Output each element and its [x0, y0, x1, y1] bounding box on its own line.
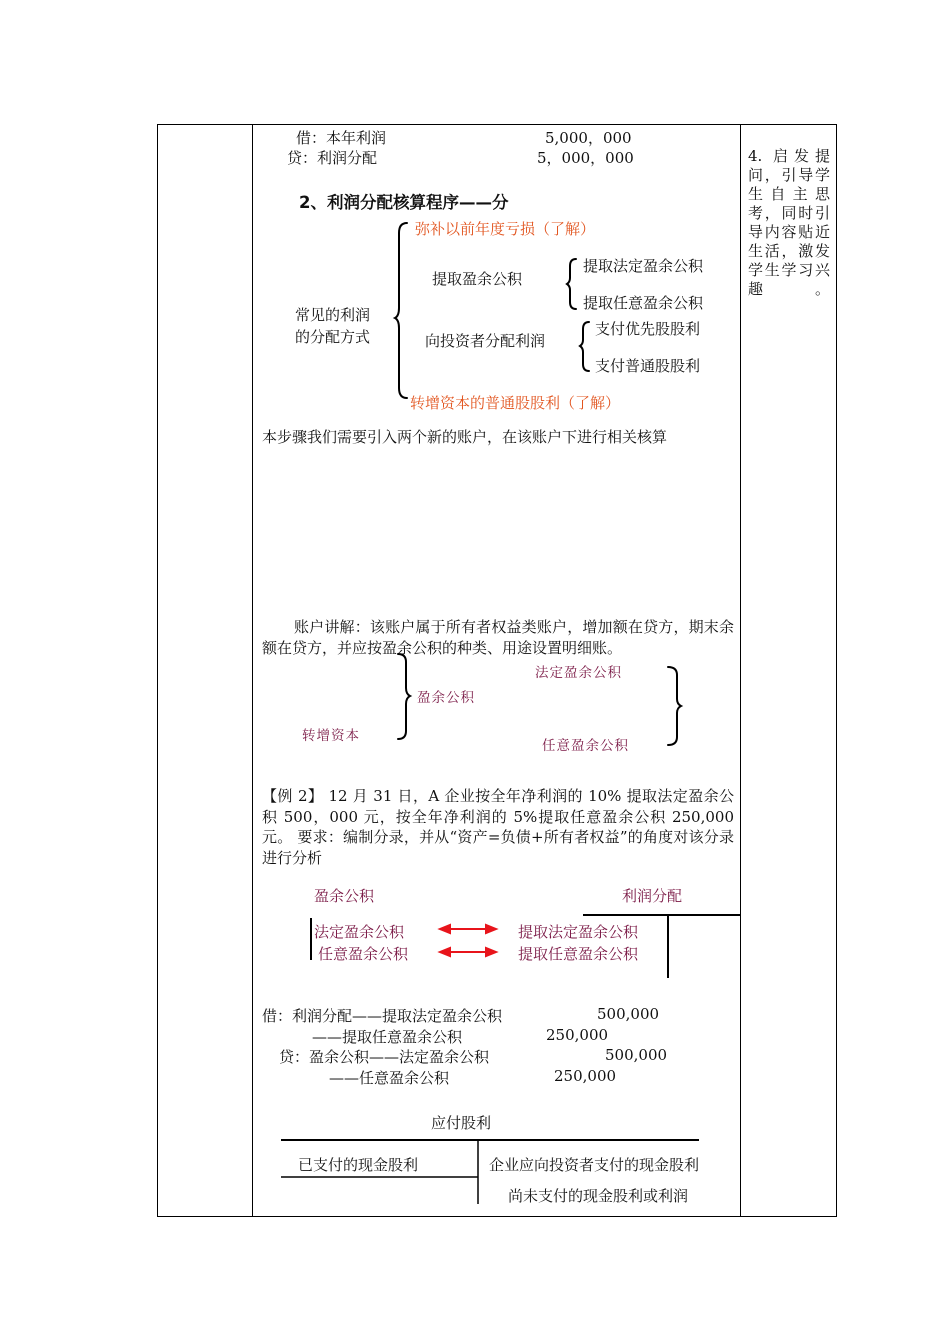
surplus-capitalize-label: 转增资本: [302, 728, 360, 744]
t-account-right-row2: 提取任意盈余公积: [518, 945, 639, 963]
tree-subitem-discretionary: 提取任意盈余公积: [583, 294, 704, 312]
entry2-line4-amount: 250,000: [554, 1067, 617, 1085]
tree-root-line2: 的分配方式: [295, 328, 371, 346]
arrow-head-2-right: [486, 948, 496, 956]
t-account-right-title: 利润分配: [622, 887, 683, 905]
entry2-line1-amount: 500,000: [597, 1005, 660, 1023]
dividends-credit-label1: 企业应向投资者支付的现金股利: [489, 1156, 700, 1174]
intro-text: 本步骤我们需要引入两个新的账户，在该账户下进行相关核算: [262, 428, 668, 446]
entry2-line3-label: 贷：盈余公积——法定盈余公积: [279, 1048, 490, 1066]
tree-item-offset-losses: 弥补以前年度亏损（了解）: [415, 220, 596, 238]
dividends-debit-label: 已支付的现金股利: [298, 1156, 419, 1174]
arrow-head-1-left: [440, 925, 450, 933]
t-account-right-row1: 提取法定盈余公积: [518, 923, 639, 941]
entry2-line1-label: 借：利润分配——提取法定盈余公积: [262, 1007, 503, 1025]
arrow-head-2-left: [440, 948, 450, 956]
tree-item-capitalize: 转增资本的普通股股利（了解）: [410, 394, 621, 412]
t-account-left-row1: 法定盈余公积: [314, 923, 405, 941]
brace-investors: [580, 322, 589, 371]
brace-main: [395, 223, 407, 398]
section2-heading: 2、利润分配核算程序——分: [299, 193, 509, 212]
t-account-left-title: 盈余公积: [314, 887, 375, 905]
entry2-line2-label: ——提取任意盈余公积: [312, 1028, 463, 1046]
entry2-line4-label: ——任意盈余公积: [329, 1069, 450, 1087]
tree-subitem-common: 支付普通股股利: [595, 357, 701, 375]
dividends-title: 应付股利: [431, 1114, 492, 1132]
entry2-line3-amount: 500,000: [605, 1046, 668, 1064]
brace-surplus-diagram-left: [398, 654, 410, 739]
brace-surplus: [567, 259, 576, 309]
surplus-center-label: 盈余公积: [417, 690, 475, 706]
tree-root-line1: 常见的利润: [295, 306, 371, 324]
brace-surplus-diagram-right: [668, 667, 681, 745]
entry1-debit-label: 借：本年利润: [296, 129, 387, 147]
teaching-note: 4. 启发提问，引导学生自主思考，同时引导内容贴近生活，激发学生学习兴趣。: [748, 147, 830, 298]
entry2-line2-amount: 250,000: [546, 1026, 609, 1044]
tree-subitem-statutory: 提取法定盈余公积: [583, 257, 704, 275]
tree-subitem-preferred: 支付优先股股利: [595, 320, 701, 338]
entry1-credit-amount: 5，000，000: [537, 149, 634, 167]
dividends-credit-label2: 尚未支付的现金股利或利润: [508, 1187, 689, 1205]
surplus-statutory-label: 法定盈余公积: [535, 665, 622, 681]
account-explanation: 账户讲解：该账户属于所有者权益类账户，增加额在贷方，期末余额在贷方，并应按盈余公积的种类、用途设置明细账。: [262, 618, 734, 657]
surplus-discretionary-label: 任意盈余公积: [542, 738, 629, 754]
t-account-left-row2: 任意盈余公积: [318, 945, 409, 963]
entry1-credit-label: 贷：利润分配: [287, 149, 378, 167]
tree-item-surplus: 提取盈余公积: [432, 270, 523, 288]
tree-item-investors: 向投资者分配利润: [425, 332, 546, 350]
entry1-debit-amount: 5,000，000: [545, 129, 632, 147]
arrow-head-1-right: [486, 925, 496, 933]
example2-text: 【例 2】 12 月 31 日，A 企业按全年净利润的 10% 提取法定盈余公积 500，000 元，按全年净利润的 5%提取任意盈余公积 250,000 元。 要求：编制分录，并从“资产=负债+所有者权益”的角度对该分录进行分析: [262, 787, 734, 867]
